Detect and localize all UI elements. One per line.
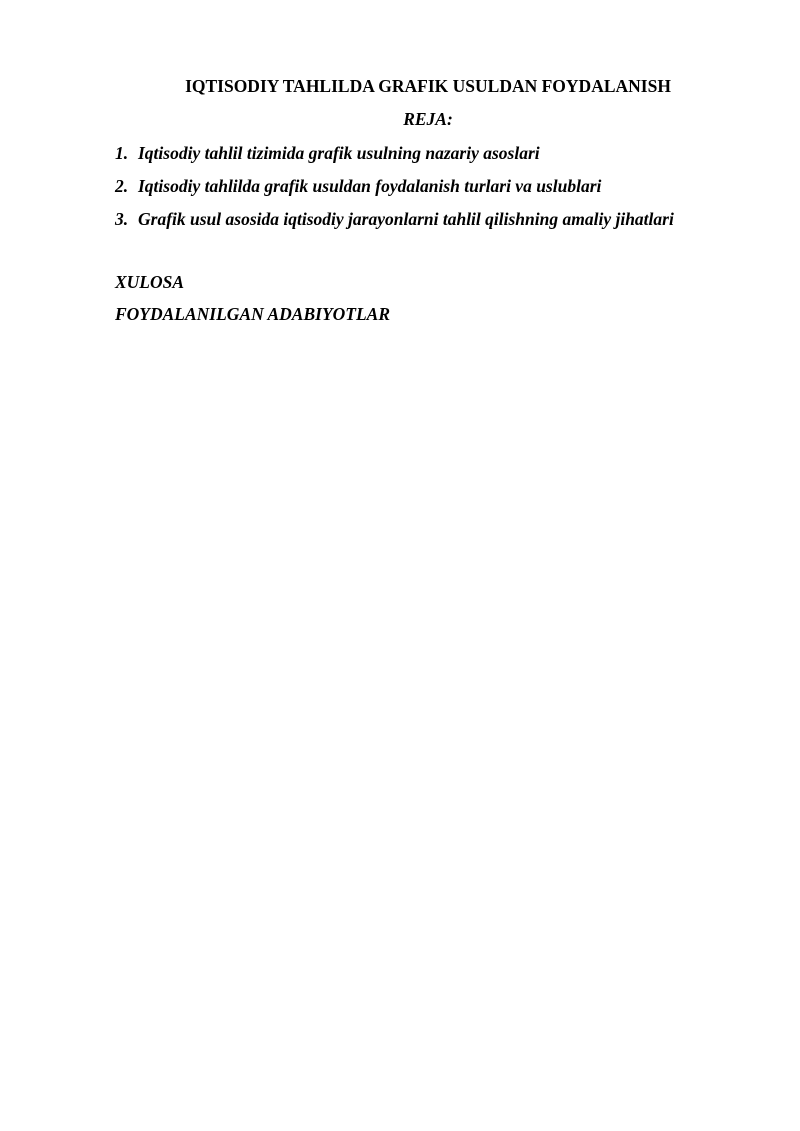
document-title: IQTISODIY TAHLILDA GRAFIK USULDAN FOYDALANISH [185,76,671,96]
plan-item-number: 1. [115,143,129,163]
plan-heading: REJA: [403,109,453,129]
conclusion-heading: XULOSA [115,272,185,292]
plan-item [115,175,674,208]
plan-item-text: Iqtisodiy tahlil tizimida grafik usulning nazariy asoslari [138,143,540,163]
plan-item-text: Grafik usul asosida iqtisodiy jarayonlarni tahlil qilishning amaliy jihatlari [138,209,674,229]
plan-item [115,142,674,175]
plan-item-number: 2. [115,176,129,196]
plan-item [115,208,674,241]
plan-item-number: 3. [115,209,129,229]
plan-list [115,142,674,241]
references-heading: FOYDALANILGAN ADABIYOTLAR [115,304,391,324]
plan-item-text: Iqtisodiy tahlilda grafik usuldan foydalanish turlari va uslublari [138,176,602,196]
